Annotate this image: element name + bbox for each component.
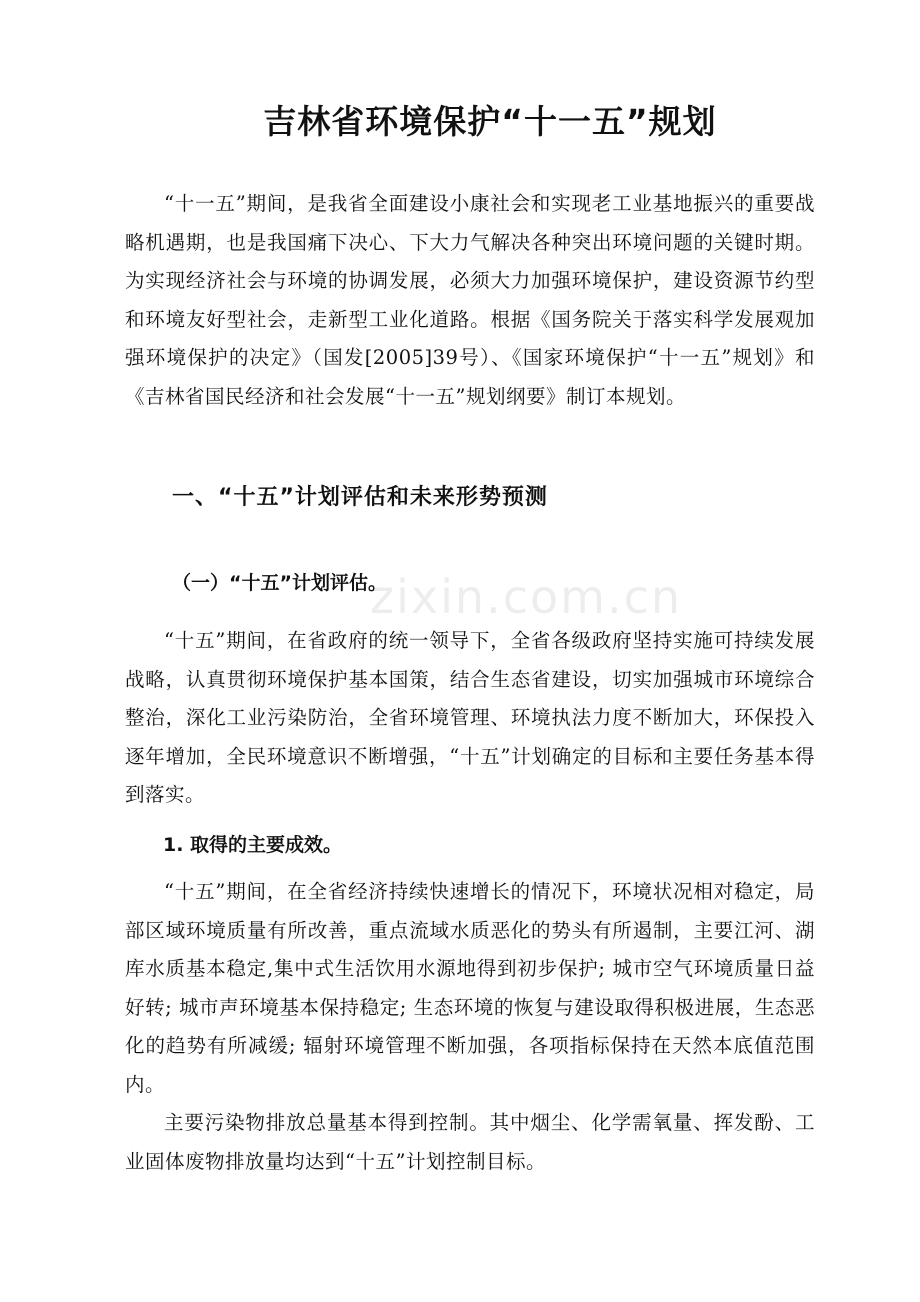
watermark: zixin.com.cn — [370, 570, 683, 624]
section-heading: 一、“十五”计划评估和未来形势预测 — [172, 485, 548, 510]
subsection-paragraph: “十五”期间，在省政府的统一领导下，全省各级政府坚持实施可持续发展战略，认真贯彻环境保护基本国策，结合生态省建设，切实加强城市环境综合整治，深化工业污染防治，全省环境管理、环境执法力度不断加大，环保投入逐年增加，全民环境意识不断增强，“十五”计划确定的目标和主要任务基本得到落实。 — [125, 629, 815, 806]
item-paragraph-1: “十五”期间，在全省经济持续快速增长的情况下，环境状况相对稳定，局部区域环境质量有所改善，重点流域水质恶化的势头有所遏制，主要江河、湖库水质基本稳定,集中式生活饮用水源地得到初步保护; 城市空气环境质量日益好转; 城市声环境基本保持稳定; 生态环境的恢复与建设取得积极进展，生态恶化的趋势有所减缓; 辐射环境管理不断加强，各项指标保持在天然本底值范围内。 — [125, 880, 815, 1096]
document-title: 吉林省环境保护“十一五”规划 — [263, 102, 717, 141]
item-paragraph-2: 主要污染物排放总量基本得到控制。其中烟尘、化学需氧量、挥发酚、工业固体废物排放量均达到“十五”计划控制目标。 — [125, 1111, 815, 1173]
intro-paragraph: “十一五”期间，是我省全面建设小康社会和实现老工业基地振兴的重要战略机遇期，也是我国痛下决心、下大力气解决各种突出环境问题的关键时期。为实现经济社会与环境的协调发展，必须大力加强环境保护，建设资源节约型和环境友好型社会，走新型工业化道路。根据《国务院关于落实科学发展观加强环境保护的决定》（国发[2005]39号）、《国家环境保护“十一五”规划》和《吉林省国民经济和社会发展“十一五”规划纲要》制订本规划。 — [125, 192, 815, 408]
item-heading: 1. 取得的主要成效。 — [163, 834, 343, 856]
subsection-heading: （一）“十五”计划评估。 — [172, 572, 387, 594]
